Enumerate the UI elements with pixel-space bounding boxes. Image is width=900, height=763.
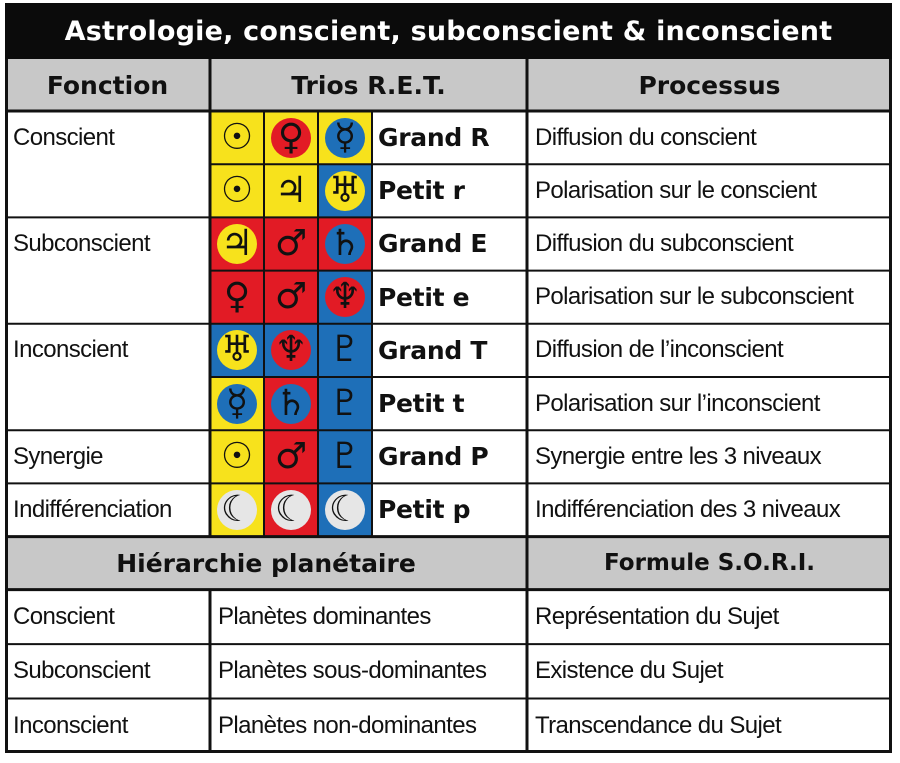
hier-sori: Transcendance du Sujet	[535, 711, 782, 739]
table-grid	[5, 59, 892, 753]
fonction-label: Conscient	[13, 123, 115, 151]
moon-icon: ☾	[274, 488, 308, 530]
saturn-icon: ♄	[274, 382, 308, 424]
fonction-label: Synergie	[13, 442, 103, 470]
processus-text: Synergie entre les 3 niveaux	[535, 442, 822, 470]
fonction-label: Inconscient	[13, 336, 128, 364]
neptune-icon: ♆	[274, 329, 308, 371]
processus-text: Diffusion du subconscient	[535, 229, 794, 257]
header-sori: Formule S.O.R.I.	[603, 550, 815, 577]
mars-icon: ♂	[274, 222, 308, 264]
header-fonction: Fonction	[46, 70, 169, 100]
hier-fonction: Inconscient	[13, 711, 128, 739]
pluto-icon: ♇	[328, 329, 362, 371]
processus-text: Polarisation sur le subconscient	[535, 283, 854, 311]
trio-label: Grand R	[378, 123, 490, 153]
sun-icon: ☉	[220, 435, 254, 477]
trio-label: Grand P	[378, 442, 489, 472]
moon-icon: ☾	[220, 488, 254, 530]
mars-icon: ♂	[274, 435, 308, 477]
venus-icon: ♀	[277, 116, 305, 158]
header-hierarchie: Hiérarchie planétaire	[116, 548, 416, 578]
header-processus: Processus	[638, 70, 781, 100]
header-trios: Trios R.E.T.	[291, 70, 446, 100]
neptune-icon: ♆	[328, 276, 362, 318]
trio-label: Petit p	[378, 495, 471, 525]
moon-icon: ☾	[328, 488, 362, 530]
fonction-label: Subconscient	[13, 229, 150, 257]
processus-text: Polarisation sur le conscient	[535, 176, 817, 204]
saturn-icon: ♄	[328, 222, 362, 264]
jupiter-icon: ♃	[274, 169, 308, 211]
mercury-icon: ☿	[225, 382, 249, 424]
hier-fonction: Subconscient	[13, 657, 150, 685]
hier-fonction: Conscient	[13, 602, 115, 630]
uranus-icon: ♅	[220, 329, 254, 371]
pluto-icon: ♇	[328, 382, 362, 424]
venus-icon: ♀	[223, 276, 251, 318]
hier-sori: Existence du Sujet	[535, 657, 723, 685]
sun-icon: ☉	[220, 116, 254, 158]
trio-label: Grand E	[378, 229, 488, 259]
trio-label: Petit r	[378, 176, 465, 206]
table-title: Astrologie, conscient, subconscient & inconscient	[5, 3, 892, 59]
mercury-icon: ☿	[333, 116, 357, 158]
hier-planetes: Planètes sous-dominantes	[218, 657, 487, 685]
hier-planetes: Planètes dominantes	[218, 602, 431, 630]
processus-text: Polarisation sur l’inconscient	[535, 389, 820, 417]
processus-text: Diffusion de l’inconscient	[535, 336, 784, 364]
trio-label: Petit e	[378, 282, 470, 312]
trio-label: Grand T	[378, 335, 488, 365]
grid-lines	[5, 59, 892, 753]
fonction-label: Indifférenciation	[13, 495, 172, 523]
uranus-icon: ♅	[328, 169, 362, 211]
sun-icon: ☉	[220, 169, 254, 211]
mars-icon: ♂	[274, 276, 308, 318]
processus-text: Diffusion du conscient	[535, 123, 757, 151]
processus-text: Indifférenciation des 3 niveaux	[535, 495, 841, 523]
trio-label: Petit t	[378, 389, 465, 419]
hier-planetes: Planètes non-dominantes	[218, 711, 477, 739]
pluto-icon: ♇	[328, 435, 362, 477]
hier-sori: Représentation du Sujet	[535, 602, 779, 630]
jupiter-icon: ♃	[220, 222, 254, 264]
